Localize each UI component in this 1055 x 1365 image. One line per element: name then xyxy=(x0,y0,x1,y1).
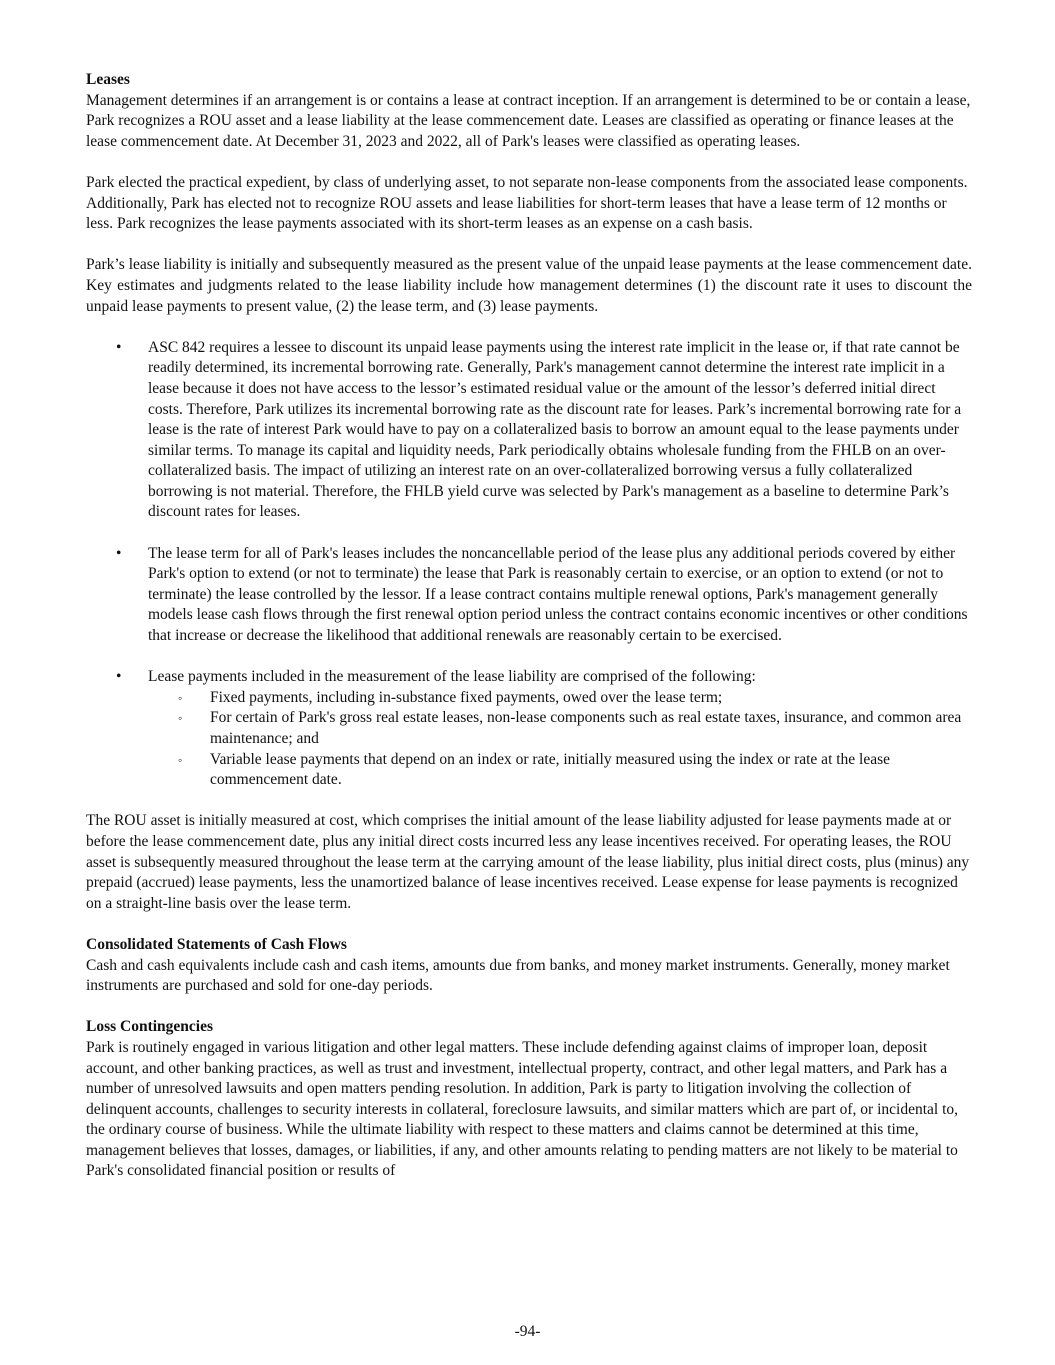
sub-bullet-text: For certain of Park's gross real estate leases, non-lease components such as real estate taxes, insurance, and common area maintenance; and xyxy=(210,709,962,747)
sub-bullet-icon: ◦ xyxy=(178,711,183,726)
section-heading-loss-contingencies: Loss Contingencies xyxy=(86,1018,214,1036)
list-item xyxy=(148,708,972,749)
sub-bullet-icon: ◦ xyxy=(178,752,183,767)
section-heading-cash-flows: Consolidated Statements of Cash Flows xyxy=(86,935,347,953)
leases-paragraph-3: Park’s lease liability is initially and subsequently measured as the present value of the unpaid lease payments at the lease commencement date. Key estimates and judgments related to the lease liability include how management determines (1) the discount rate it uses to discount the unpaid lease payments to present value, (2) the lease term, and (3) lease payments. xyxy=(86,256,972,315)
bullet-icon: • xyxy=(116,544,122,562)
leases-paragraph-4: The ROU asset is initially measured at cost, which comprises the initial amount of the lease liability adjusted for lease payments made at or before the lease commencement date, plus any initial direct costs incurred less any lease incentives received. For operating leases, the ROU asset is subsequently measured throughout the lease term at the carrying amount of the lease liability, plus initial direct costs, plus (minus) any prepaid (accrued) lease payments, less the unamortized balance of lease incentives received. Lease expense for lease payments is recognized on a straight-line basis over the lease term. xyxy=(86,812,970,912)
bullet-icon: • xyxy=(116,338,122,356)
cash-flows-paragraph: Cash and cash equivalents include cash and cash items, amounts due from banks, and money market instruments. Generally, money market instruments are purchased and sold for one-day periods. xyxy=(86,956,950,995)
bullet-icon: • xyxy=(116,668,122,686)
list-item xyxy=(86,338,972,523)
list-item xyxy=(86,544,972,647)
list-item xyxy=(148,688,972,709)
bullet-text: Lease payments included in the measurement of the lease liability are comprised of the following: xyxy=(148,668,756,686)
loss-contingencies-paragraph: Park is routinely engaged in various litigation and other legal matters. These include defending against claims of improper loan, deposit account, and other banking practices, as well as trust and investment, intellectual property, contract, and other legal matters, and Park has a number of unresolved lawsuits and open matters pending resolution. In addition, Park is party to litigation involving the collection of delinquent accounts, challenges to security interests in collateral, foreclosure lawsuits, and similar matters which are part of, or incidental to, the ordinary course of business. While the ultimate liability with respect to these matters and claims cannot be determined at this time, management believes that losses, damages, or liabilities, if any, and other amounts relating to pending matters are not likely to be material to Park's consolidated financial position or results of xyxy=(86,1038,959,1180)
leases-paragraph-1: Management determines if an arrangement is or contains a lease at contract inception. If an arrangement is determined to be or contain a lease, Park recognizes a ROU asset and a lease liability at the lease commencement date. Leases are classified as operating or finance leases at the lease commencement date. At December 31, 2023 and 2022, all of Park's leases were classified as operating leases. xyxy=(86,91,971,150)
sub-bullet-text: Variable lease payments that depend on an index or rate, initially measured using the index or rate at the lease commencement date. xyxy=(210,750,891,789)
list-item xyxy=(86,667,972,791)
sub-bullet-text: Fixed payments, including in-substance fixed payments, owed over the lease term; xyxy=(210,688,723,706)
sub-bullet-list xyxy=(148,688,972,791)
bullet-text: ASC 842 requires a lessee to discount its unpaid lease payments using the interest rate implicit in the lease or, if that rate cannot be readily determined, its incremental borrowing rate. Generally, Park's management cannot determine the interest rate implicit in a lease because it does not have access to the lessor’s estimated residual value or the amount of the lessor’s deferred initial direct costs. Therefore, Park utilizes its incremental borrowing rate as the discount rate for leases. Park’s incremental borrowing rate for a lease is the rate of interest Park would have to pay on a collateralized basis to borrow an amount equal to the lease payments under similar terms. To manage its capital and liquidity needs, Park periodically obtains wholesale funding from the FHLB on an over-collateralized basis. The impact of utilizing an interest rate on an over-collateralized borrowing versus a fully collateralized borrowing is not material. Therefore, the FHLB yield curve was selected by Park's management as a baseline to determine Park’s discount rates for leases. xyxy=(148,338,962,521)
sub-bullet-icon: ◦ xyxy=(178,690,183,705)
list-item xyxy=(148,750,972,791)
section-heading-leases: Leases xyxy=(86,71,130,88)
bullet-text: The lease term for all of Park's leases includes the noncancellable period of the lease plus any additional periods covered by either Park's option to extend (or not to terminate) the lease that Park is reasonably certain to exercise, or an option to extend (or not to terminate) the lease controlled by the lessor. If a lease contract contains multiple renewal options, Park's management generally models lease cash flows through the first renewal option period unless the contract contains economic incentives or other conditions that increase or decrease the likelihood that additional renewals are reasonably certain to be exercised. xyxy=(148,544,968,645)
lease-bullet-list xyxy=(86,338,972,791)
leases-paragraph-2: Park elected the practical expedient, by class of underlying asset, to not separate non-lease components from the associated lease components. Additionally, Park has elected not to recognize ROU assets and lease liabilities for short-term leases that have a lease term of 12 months or less. Park recognizes the lease payments associated with its short-term leases as an expense on a cash basis. xyxy=(86,173,968,233)
page-number: -94- xyxy=(514,1323,541,1340)
document-page xyxy=(86,70,972,1182)
